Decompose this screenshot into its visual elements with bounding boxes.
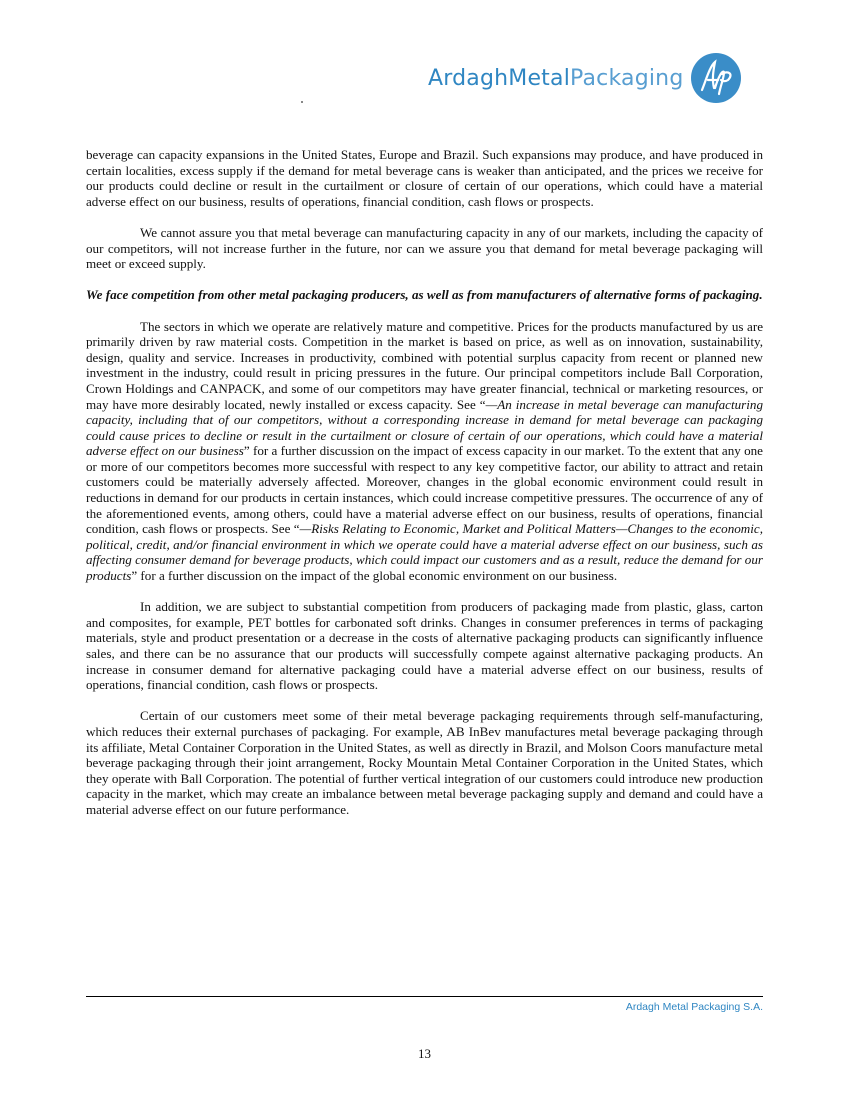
logo-word-packaging: Packaging xyxy=(570,65,684,91)
logo-word-metal: Metal xyxy=(508,65,571,91)
footer-divider xyxy=(86,996,763,997)
paragraph: The sectors in which we operate are relatively mature and competitive. Prices for the products manufactured by us are primarily driven by raw material costs. Competition in the market is based on price, as well as on innovation, sustainability, design, quality and service. Increases in productivity, combined with potential surplus capacity from recent or planned new investment in the industry, could result in pricing pressures in the future. Our principal competitors include Ball Corporation, Crown Holdings and CANPACK, and some of our competitors may have greater financial, technical or marketing resources, or may have more desirably located, newly installed or excess capacity. See “—An increase in metal beverage can manufacturing capacity, including that of our competitors, without a corresponding increase in demand for metal beverage can packaging could cause prices to decline or result in the curtailment or closure of certain of our operations, which could have a material adverse effect on our business” for a further discussion on the impact of excess capacity in our market. To the extent that any one or more of our competitors becomes more successful with respect to any key competitive factor, our ability to attract and retain customers could be materially adversely affected. Moreover, changes in the global economic environment could result in reductions in demand for our products in certain instances, which could increase competitive pressures. The occurrence of any of the aforementioned events, among others, could have a material adverse effect on our business, results of operations, financial condition, cash flows or prospects. See “—Risks Relating to Economic, Market and Political Matters—Changes to the economic, political, credit, and/or financial environment in which we operate could have a material adverse effect on our business, such as affecting consumer demand for beverage products, which could impact our customers and as a result, reduce the demand for our products” for a further discussion on the impact of the global economic environment on our business. xyxy=(86,318,764,584)
paragraph: In addition, we are subject to substantial competition from producers of packaging made from plastic, glass, carton and composites, for example, PET bottles for carbonated soft drinks. Changes in consumer preferences in terms of packaging materials, style and product presentation or a decrease in the costs of alternative packaging products can significantly influence sales, and there can be no assurance that our products will successfully compete against alternative packaging products. An increase in consumer demand for alternative packaging could have a material adverse effect on our business, results of operations, financial condition, cash flows or prospects. xyxy=(86,599,763,693)
logo-wordmark xyxy=(428,66,684,91)
paragraph: Certain of our customers meet some of their metal beverage packaging requirements through self-manufacturing, which reduces their external purchases of packaging. For example, AB InBev manufactures metal beverage packaging through its affiliate, Metal Container Corporation in the United States, as well as directly in Brazil, and Molson Coors manufacture metal beverage packaging through their joint arrangement, Rocky Mountain Metal Container Corporation in the United States, which they operate with Ball Corporation. The potential of further vertical integration of our customers could introduce new production capacity in the market, which may create an imbalance between metal beverage packaging supply and demand and could have a material adverse effect on our future performance. xyxy=(86,708,763,817)
amp-badge-icon xyxy=(688,50,744,106)
stray-mark xyxy=(301,101,303,103)
paragraph: We cannot assure you that metal beverage can manufacturing capacity in any of our markets, including the capacity of our competitors, will not increase further in the future, nor can we assure you that demand for metal beverage packaging will meet or exceed supply. xyxy=(86,224,763,272)
section-heading: We face competition from other metal packaging producers, as well as from manufacturers of alternative forms of packaging. xyxy=(86,287,763,303)
header-logo xyxy=(428,50,744,106)
paragraph: beverage can capacity expansions in the United States, Europe and Brazil. Such expansions may produce, and have produced in certain localities, excess supply if the demand for metal beverage cans is weaker than anticipated, and the prices we receive for our products could decline or result in the curtailment or closure of certain of our operations, which could have a material adverse effect on our business, results of operations, financial condition, cash flows or prospects. xyxy=(86,147,763,209)
page-number: 13 xyxy=(418,1046,431,1061)
cross-reference: —An increase in metal beverage can manufacturing capacity, including that of our competitors, without a corresponding increase in demand for metal beverage can packaging could cause prices to decline or result in the curtailment or closure of certain of our operations, which could have a material adverse effect on our business xyxy=(86,396,764,459)
logo-word-ardagh: Ardagh xyxy=(428,65,509,91)
cross-reference: —Risks Relating to Economic, Market and Political Matters—Changes to the economic, political, credit, and/or financial environment in which we operate could have a material adverse effect on our business, such as affecting consumer demand for beverage products, which could impact our customers and as a result, reduce the demand for our products xyxy=(86,521,763,584)
document-body xyxy=(86,147,763,833)
footer-company-name: Ardagh Metal Packaging S.A. xyxy=(625,1001,763,1013)
